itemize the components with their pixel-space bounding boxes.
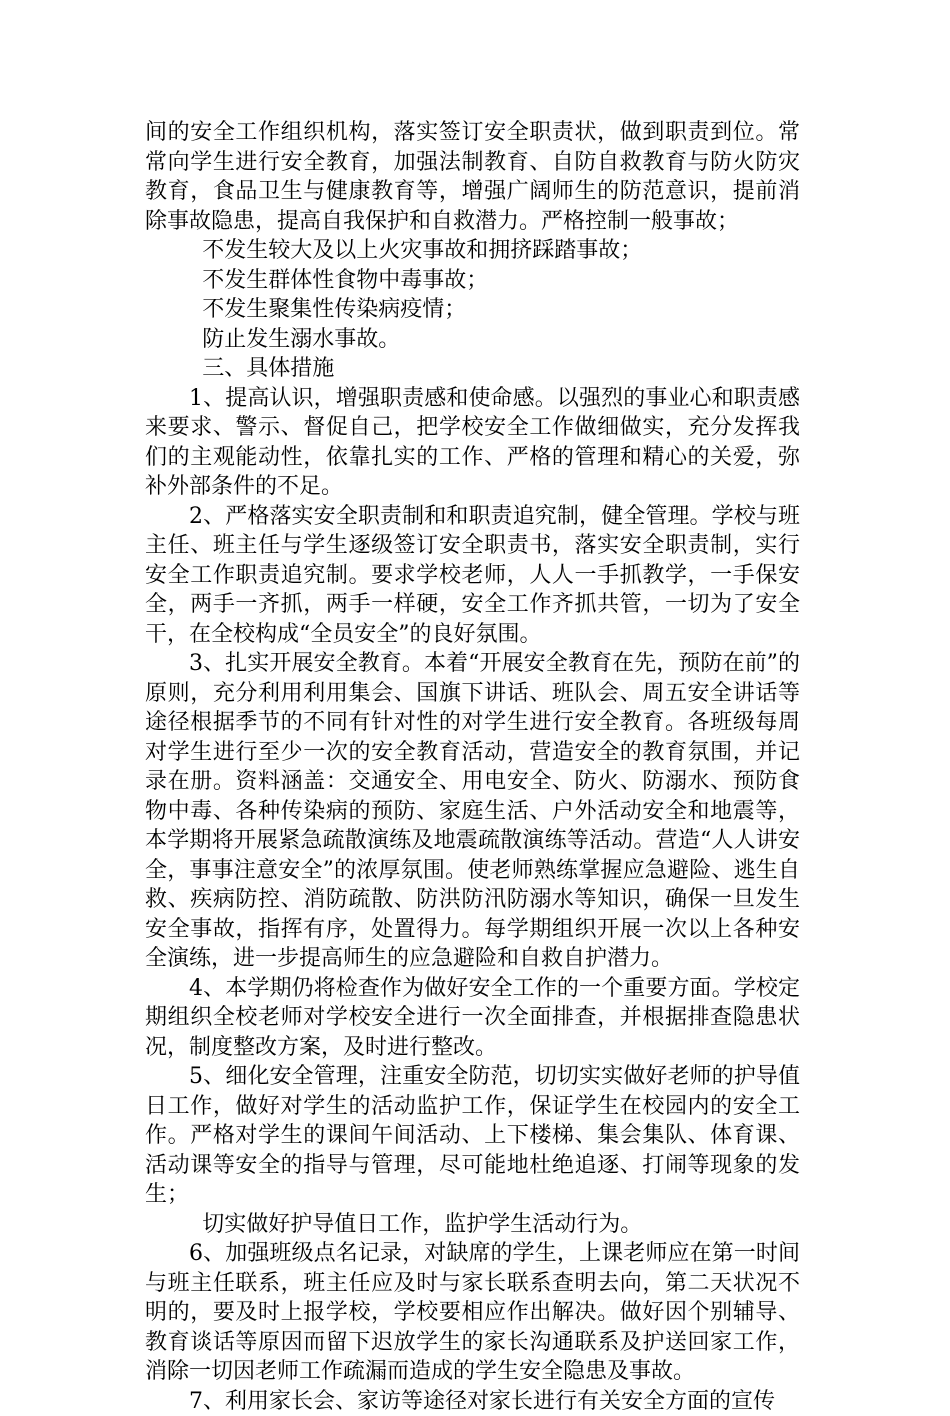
goal-item: 防止发生溺水事故。 (145, 325, 800, 355)
goal-item: 不发生群体性食物中毒事故； (145, 266, 800, 296)
measure-paragraph: 2、严格落实安全职责制和和职责追究制，健全管理。学校与班主任、班主任与学生逐级签订安全职责书，落实安全职责制，实行安全工作职责追究制。要求学校老师，人人一手抓教学，一手保安全，两手一齐抓，两手一样硬，安全工作齐抓共管，一切为了安全干，在全校构成“全员安全”的良好氛围。 (145, 502, 800, 650)
measure-paragraph: 3、扎实开展安全教育。本着“开展安全教育在先，预防在前”的原则，充分利用利用集会、国旗下讲话、班队会、周五安全讲话等途径根据季节的不同有针对性的对学生进行安全教育。各班级每周对学生进行至少一次的安全教育活动，营造安全的教育氛围，并记录在册。资料涵盖：交通安全、用电安全、防火、防溺水、预防食物中毒、各种传染病的预防、家庭生活、户外活动安全和地震等，本学期将开展紧急疏散演练及地震疏散演练等活动。营造“人人讲安全，事事注意安全”的浓厚氛围。使老师熟练掌握应急避险、逃生自救、疾病防控、消防疏散、防洪防汛防溺水等知识，确保一旦发生安全事故，指挥有序，处置得力。每学期组织开展一次以上各种安全演练，进一步提高师生的应急避险和自救自护潜力。 (145, 649, 800, 974)
goal-item: 不发生较大及以上火灾事故和拥挤踩踏事故； (145, 236, 800, 266)
section-heading: 三、具体措施 (145, 354, 800, 384)
goal-item: 不发生聚集性传染病疫情； (145, 295, 800, 325)
measure-paragraph: 切实做好护导值日工作，监护学生活动行为。 (145, 1210, 800, 1240)
intro-paragraph: 间的安全工作组织机构，落实签订安全职责状，做到职责到位。常常向学生进行安全教育，加强法制教育、自防自救教育与防火防灾教育，食品卫生与健康教育等，增强广阔师生的防范意识，提前消除事故隐患，提高自我保护和自救潜力。严格控制一般事故； (145, 118, 800, 236)
measure-paragraph: 4、本学期仍将检查作为做好安全工作的一个重要方面。学校定期组织全校老师对学校安全进行一次全面排查，并根据排查隐患状况，制度整改方案，及时进行整改。 (145, 974, 800, 1063)
measure-paragraph: 7、利用家长会、家访等途径对家长进行有关安全方面的宣传 (145, 1387, 800, 1416)
measure-paragraph: 5、细化安全管理，注重安全防范，切切实实做好老师的护导值日工作，做好对学生的活动监护工作，保证学生在校园内的安全工作。严格对学生的课间午间活动、上下楼梯、集会集队、体育课、活动课等安全的指导与管理，尽可能地杜绝追逐、打闹等现象的发生； (145, 1062, 800, 1210)
document-page (145, 118, 800, 1416)
measure-paragraph: 1、提高认识，增强职责感和使命感。以强烈的事业心和职责感来要求、警示、督促自己，把学校安全工作做细做实，充分发挥我们的主观能动性，依靠扎实的工作、严格的管理和精心的关爱，弥补外部条件的不足。 (145, 384, 800, 502)
measure-paragraph: 6、加强班级点名记录，对缺席的学生，上课老师应在第一时间与班主任联系，班主任应及时与家长联系查明去向，第二天状况不明的，要及时上报学校，学校要相应作出解决。做好因个别辅导、教育谈话等原因而留下迟放学生的家长沟通联系及护送回家工作，消除一切因老师工作疏漏而造成的学生安全隐患及事故。 (145, 1239, 800, 1387)
